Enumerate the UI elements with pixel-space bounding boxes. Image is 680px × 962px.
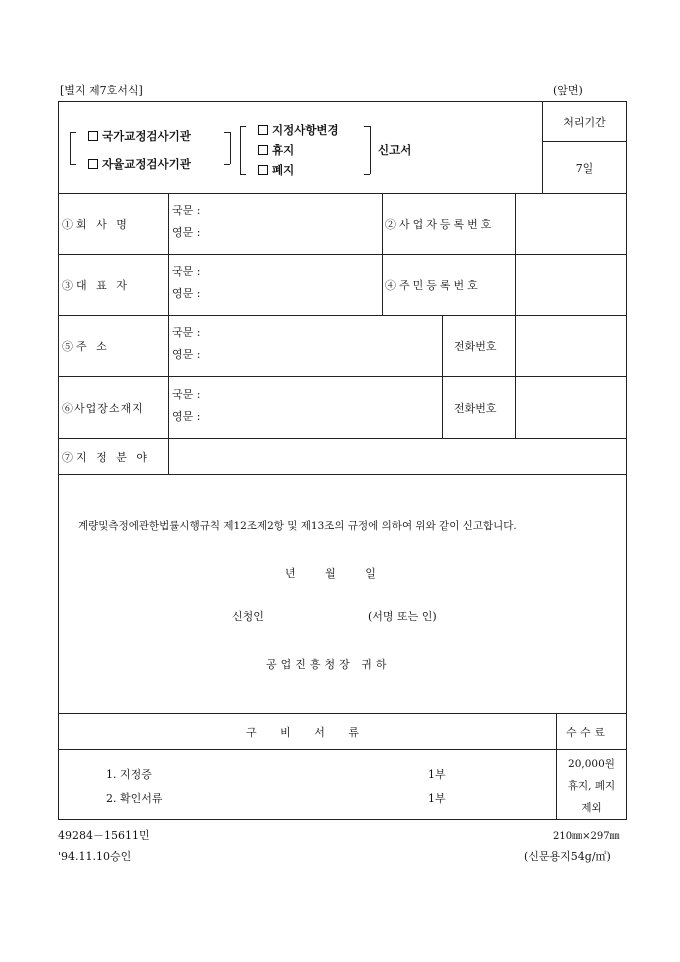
business-reg-label: ②사업자등록번호 <box>385 218 495 231</box>
resident-number-field[interactable] <box>518 261 622 311</box>
fee-note-1: 휴지, 폐지 <box>567 780 616 792</box>
company-name-en[interactable]: 영문 : <box>172 226 201 239</box>
checkbox-icon[interactable] <box>258 125 268 135</box>
address-phone-field[interactable] <box>518 322 622 372</box>
action-option-change[interactable]: 지정사항변경 <box>258 122 339 138</box>
footer-code: 49284－15611민 <box>58 829 150 842</box>
doc-item-1-count: 1부 <box>428 768 446 781</box>
fee-note-2: 제외 <box>581 802 602 814</box>
page-side: (앞면) <box>553 84 583 97</box>
date-line: 년 월 일 <box>285 567 376 580</box>
footer-size: 210㎜×297㎜ <box>553 831 620 842</box>
site-phone-label: 전화번호 <box>454 402 497 415</box>
checkbox-icon[interactable] <box>88 159 98 169</box>
document-name: 신고서 <box>378 143 412 157</box>
site-location-label: ⑥사업장소재지 <box>62 402 144 415</box>
business-reg-field[interactable] <box>518 200 622 250</box>
company-name-label: ①회 사 명 <box>62 218 130 231</box>
representative-en[interactable]: 영문 : <box>172 287 201 300</box>
action-option-suspend[interactable]: 휴지 <box>258 142 294 158</box>
checkbox-icon[interactable] <box>258 165 268 175</box>
site-location-en[interactable]: 영문 : <box>172 410 201 423</box>
fee-amount: 20,000원 <box>568 758 615 770</box>
site-phone-field[interactable] <box>518 384 622 434</box>
org-option-national[interactable]: 국가교정검사기관 <box>88 128 191 144</box>
fee-header: 수 수 료 <box>566 726 605 739</box>
doc-item-2-count: 1부 <box>428 792 446 805</box>
footer-approval: '94.11.10승인 <box>58 850 132 863</box>
doc-item-1: 1. 지정증 <box>106 768 152 781</box>
resident-number-label: ④주민등록번호 <box>385 279 481 292</box>
addressee: 공업진흥청장 귀하 <box>266 658 391 671</box>
address-label: ⑤주 소 <box>62 340 110 353</box>
signature-note: (서명 또는 인) <box>368 610 437 623</box>
footer-paper: (신문용지54g/㎡) <box>524 850 611 863</box>
checkbox-icon[interactable] <box>258 145 268 155</box>
address-en[interactable]: 영문 : <box>172 348 201 361</box>
processing-label: 처리기간 <box>563 116 606 129</box>
designation-field-input[interactable] <box>172 442 622 470</box>
checkbox-icon[interactable] <box>88 131 98 141</box>
applicant-label: 신청인 <box>232 610 264 623</box>
address-phone-label: 전화번호 <box>454 340 497 353</box>
org-option-autonomous[interactable]: 자율교정검사기관 <box>88 156 191 172</box>
processing-value: 7일 <box>575 162 594 175</box>
form-number: [별지 제7호서식] <box>60 84 143 97</box>
address-ko[interactable]: 국문 : <box>172 326 201 339</box>
action-option-close[interactable]: 폐지 <box>258 162 294 178</box>
designation-field-label: ⑦지 정 분 야 <box>62 451 150 464</box>
statement-text: 계량및측정에관한법률시행규칙 제12조제2항 및 제13조의 규정에 의하여 위와 같이 신고합니다. <box>78 520 517 532</box>
doc-item-2: 2. 확인서류 <box>106 792 163 805</box>
required-docs-header: 구 비 서 류 <box>246 726 359 739</box>
representative-ko[interactable]: 국문 : <box>172 265 201 278</box>
company-name-ko[interactable]: 국문 : <box>172 204 201 217</box>
representative-label: ③대 표 자 <box>62 279 130 292</box>
site-location-ko[interactable]: 국문 : <box>172 388 201 401</box>
